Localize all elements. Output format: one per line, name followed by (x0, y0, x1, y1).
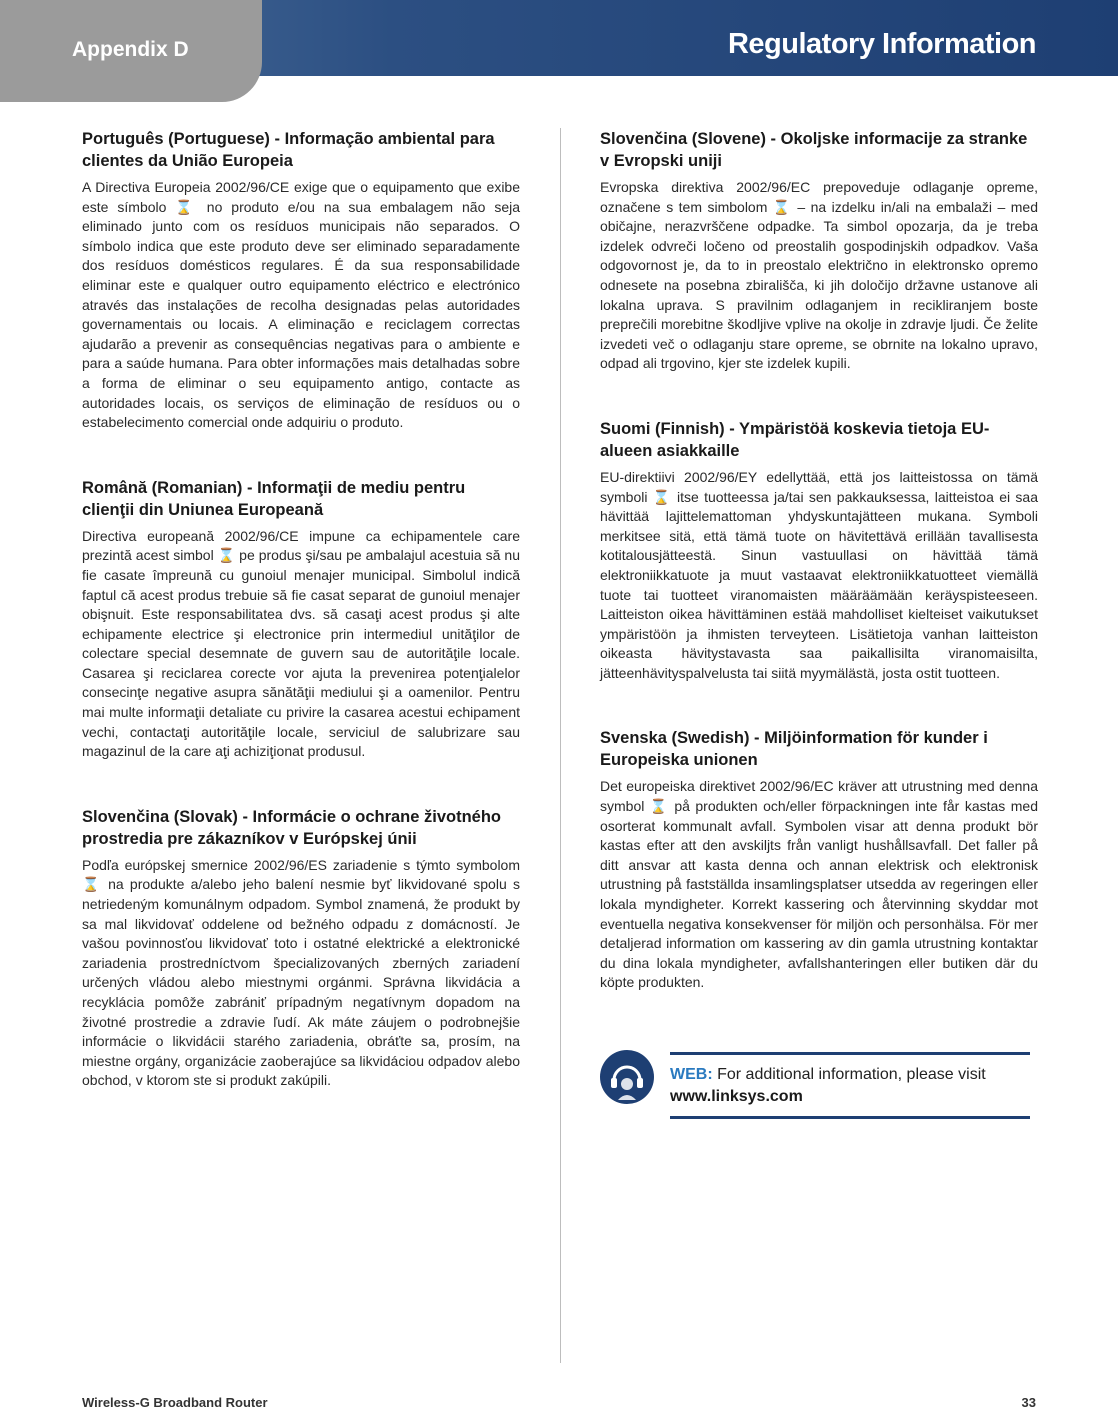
section-body: Directiva europeană 2002/96/CE impune ca echipamentele care prezintă acest simbol ⌛ pe produs şi/sau pe ambalajul acestuia să nu fie casate împreună cu gunoiul menajer municipal. Simbolul indică faptul că acest produs trebuie să fie casat separat de gunoiul menajer obişnuit. Este responsabilitatea dvs. să casaţi acest produs şi alte echipamente electrice şi electronice prin intermediul unităţilor de colectare special desemnate de guvern sau de autorităţile locale. Casarea şi reciclarea corecte vor ajuta la prevenirea potenţialelor consecinţe negative asupra sănătăţii mediului şi a oamenilor. Pentru mai multe informaţii detaliate cu privire la casarea acestui echipament vechi, contactaţi autorităţile locale, serviciul de salubrizare sau magazinul de la care aţi achiziţionat produsul. (82, 527, 520, 760)
section-heading: Português (Portuguese) - Informação ambiental para clientes da União Europeia (82, 130, 495, 170)
section-romanian (82, 477, 520, 762)
left-column (82, 128, 520, 1135)
web-url-link[interactable]: www.linksys.com (670, 1088, 803, 1105)
section-heading: Slovenčina (Slovak) - Informácie o ochrane životného prostredia pre zákazníkov v Európskej únii (82, 807, 502, 848)
section-heading: Svenska (Swedish) - Miljöinformation för kunder i Europeiska unionen (600, 729, 988, 770)
section-body: Det europeiska direktivet 2002/96/EC kräver att utrustning med denna symbol ⌛ på produkten och/eller förpackningen inte får kastas med osorterat kommunalt avfall. Symbolen visar att denna produkt bör kastas efter att den avskiljts från vanligt hushållsavfall. Det faller på ditt ansvar att kasta denna och annan elektrisk och elektronisk utrustning på fastställda insamlingsplatser utsedda av regeringen eller lokala myndigheter. Korrekt kassering och återvinning skyddar mot eventuella negativa konsekvenser för miljön och personhälsa. För mer detaljerad information om kassering av din gamla utrustning kontaktar du dina lokala myndigheter, avfallshanteringen eller butiken där du köpte produkten. (600, 778, 1038, 991)
footer-page-number: 33 (1021, 1395, 1036, 1410)
web-info-text (670, 1064, 1030, 1108)
web-info-box (600, 1050, 1030, 1118)
headset-support-icon (600, 1050, 654, 1104)
section-heading: Română (Romanian) - Informaţii de mediu pentru clienţii din Uniunea Europeană (82, 478, 466, 519)
section-body: Podľa európskej smernice 2002/96/ES zariadenie s týmto symbolom ⌛ na produkte a/alebo jeho balení nesmie byť likvidované spolu s netriedeným komunálnym odpadom. Symbol znamená, že produkt by sa mal likvidovať oddelene od bežného odpadu z domácností. Je vašou povinnosťou likvidovať toto i ostatné elektrické a elektronické zariadenia prostredníctvom špecializovaných zberných zariadení určených vládou alebo miestnymi orgánmi. Správna likvidácia a recyklácia pomôže zabrániť prípadným negatívnym dopadom na životné prostredie a zdravie ľudí. Ak máte záujem o podrobnejšie informácie o likvidácii starého zariadenia, obráťte sa, prosím, na miestne orgány, organizácie zaoberajúce sa likvidáciou odpadov alebo obchod, v ktorom ste si produkt zakúpili. (82, 856, 520, 1089)
section-body: A Directiva Europeia 2002/96/CE exige que o equipamento que exibe este símbolo ⌛ no produto e/ou na sua embalagem não seja eliminado junto com os resíduos municipais não separados. O símbolo indica que este produto deve ser eliminado separadamente dos resíduos domésticos regulares. É da sua responsabilidade eliminar este e qualquer outro equipamento eléctrico e electrónico através das instalações de recolha designadas pelas autoridades governamentais ou locais. A eliminação e reciclagem correctas ajudarão a prevenir as consequências negativas para o ambiente e para a saúde humana. Para obter informações mais detalhadas sobre a forma de eliminar o seu equipamento antigo, contacte as autoridades locais, os serviços de eliminação de resíduos ou o estabelecimento comercial onde adquiriu o produto. (82, 179, 520, 431)
section-heading: Suomi (Finnish) - Ympäristöä koskevia tietoja EU-alueen asiakkaille (600, 419, 990, 460)
web-description: For additional information, please visit (717, 1066, 986, 1083)
page-title: Regulatory Information (727, 28, 1036, 60)
column-divider (560, 128, 561, 1363)
web-label: WEB: (670, 1066, 713, 1083)
section-finnish (600, 418, 1038, 684)
page-header (0, 0, 1118, 102)
web-box-bottom-rule (670, 1116, 1030, 1119)
section-portuguese (82, 128, 520, 433)
section-body: EU-direktiivi 2002/96/EY edellyttää, että jos laitteistossa on tämä symboli ⌛ itse tuotteessa ja/tai sen pakkauksessa, laitteistoa ei saa hävittää lajittelemattoman yhdyskuntajätteen mukana. Symboli merkitsee sitä, että tämä tuote on hävitettävä erillään tavallisesta kotitalousjätteestä. Sinun vastuullasi on hävittää tämä elektroniikkatuote ja muut vastaavat elektroniikkatuotteet viemällä tuote tai tuotteet viranomaisten määräämään keräyspisteeseen. Laitteiston oikea hävittäminen estää mahdolliset kielteiset vaikutukset ympäristöön ja ihmisten terveyteen. Lisätietoja vanhan laitteiston oikeasta hävitystavasta saa paikallisilta viranomaisilta, jätteenhävityspalvelusta tai siitä myymälästä, josta ostit tuotteen. (600, 468, 1038, 681)
section-slovak (82, 806, 520, 1091)
section-heading: Slovenčina (Slovene) - Okoljske informacije za stranke v Evropski uniji (600, 130, 1028, 170)
footer-product-name: Wireless-G Broadband Router (82, 1395, 268, 1410)
web-box-top-rule (670, 1052, 1030, 1055)
right-column (600, 128, 1038, 1037)
section-body: Evropska direktiva 2002/96/EC prepoveduje odlaganje opreme, označene s tem simbolom ⌛ – na izdelku in/ali na embalaži – med običajne, nerazvrščene odpadke. Ta simbol opozarja, da je treba izdelek odvreči ločeno od preostalih gospodinjskih odpadkov. Vaša odgovornost je, da to in preostalo električno in elektronsko opremo odnesete na posebna zbirališča, ki jih določijo državne ustanove ali lokalna uprava. S pravilnim odlaganjem in recikliranjem boste preprečili morebitne škodljive vplive na okolje in zdravje ljudi. Če želite izvedeti več o odlaganju stare opreme, se obrnite na lokalno upravo, odpad ali trgovino, kjer ste izdelek kupili. (600, 179, 1038, 372)
appendix-label: Appendix D (72, 38, 189, 61)
section-slovene (600, 128, 1038, 374)
section-swedish (600, 727, 1038, 993)
